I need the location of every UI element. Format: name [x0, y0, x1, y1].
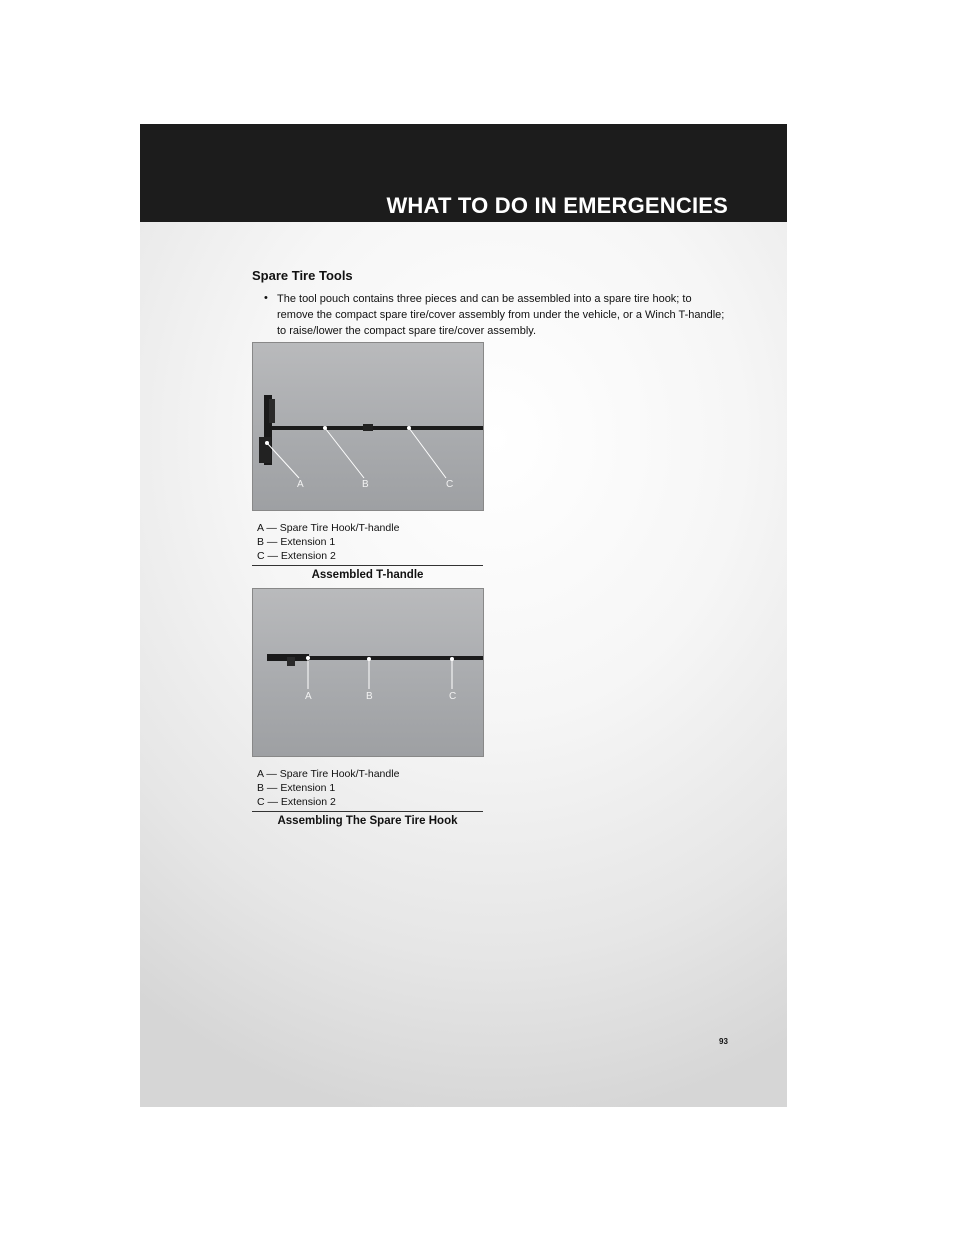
legend-item: C — Extension 2: [257, 796, 336, 808]
bullet-icon: •: [264, 292, 268, 304]
page-number: 93: [719, 1037, 728, 1046]
legend-item: B — Extension 1: [257, 782, 336, 794]
t-handle-photo: [252, 342, 484, 511]
callout-c: C: [446, 479, 454, 490]
callout-a: A: [305, 691, 312, 702]
callout-c: C: [449, 691, 457, 702]
callout-b: B: [362, 479, 369, 490]
caption-divider: [252, 565, 483, 566]
manual-page: [140, 124, 787, 1107]
legend-item: B — Extension 1: [257, 536, 336, 548]
callout-b: B: [366, 691, 373, 702]
caption-divider: [252, 811, 483, 812]
figure-legend: [257, 521, 399, 563]
section-heading: Spare Tire Tools: [252, 268, 353, 283]
figure-caption: Assembled T-handle: [311, 569, 424, 581]
figure-caption: Assembling The Spare Tire Hook: [277, 815, 458, 827]
spare-tire-hook-photo: [252, 588, 484, 757]
bullet-text: The tool pouch contains three pieces and can be assembled into a spare tire hook; to remove the compact spare tire/cover assembly from under the vehicle, or a Winch T-handle; to raise/lower the compact spare tire/cover assembly.: [277, 293, 725, 337]
page-title: WHAT TO DO IN EMERGENCIES: [386, 193, 728, 218]
header-bar: [140, 124, 787, 222]
figure-legend: [257, 767, 399, 809]
legend-item: A — Spare Tire Hook/T-handle: [257, 522, 400, 534]
legend-item: A — Spare Tire Hook/T-handle: [257, 768, 400, 780]
legend-item: C — Extension 2: [257, 550, 336, 562]
callout-a: A: [297, 479, 304, 490]
